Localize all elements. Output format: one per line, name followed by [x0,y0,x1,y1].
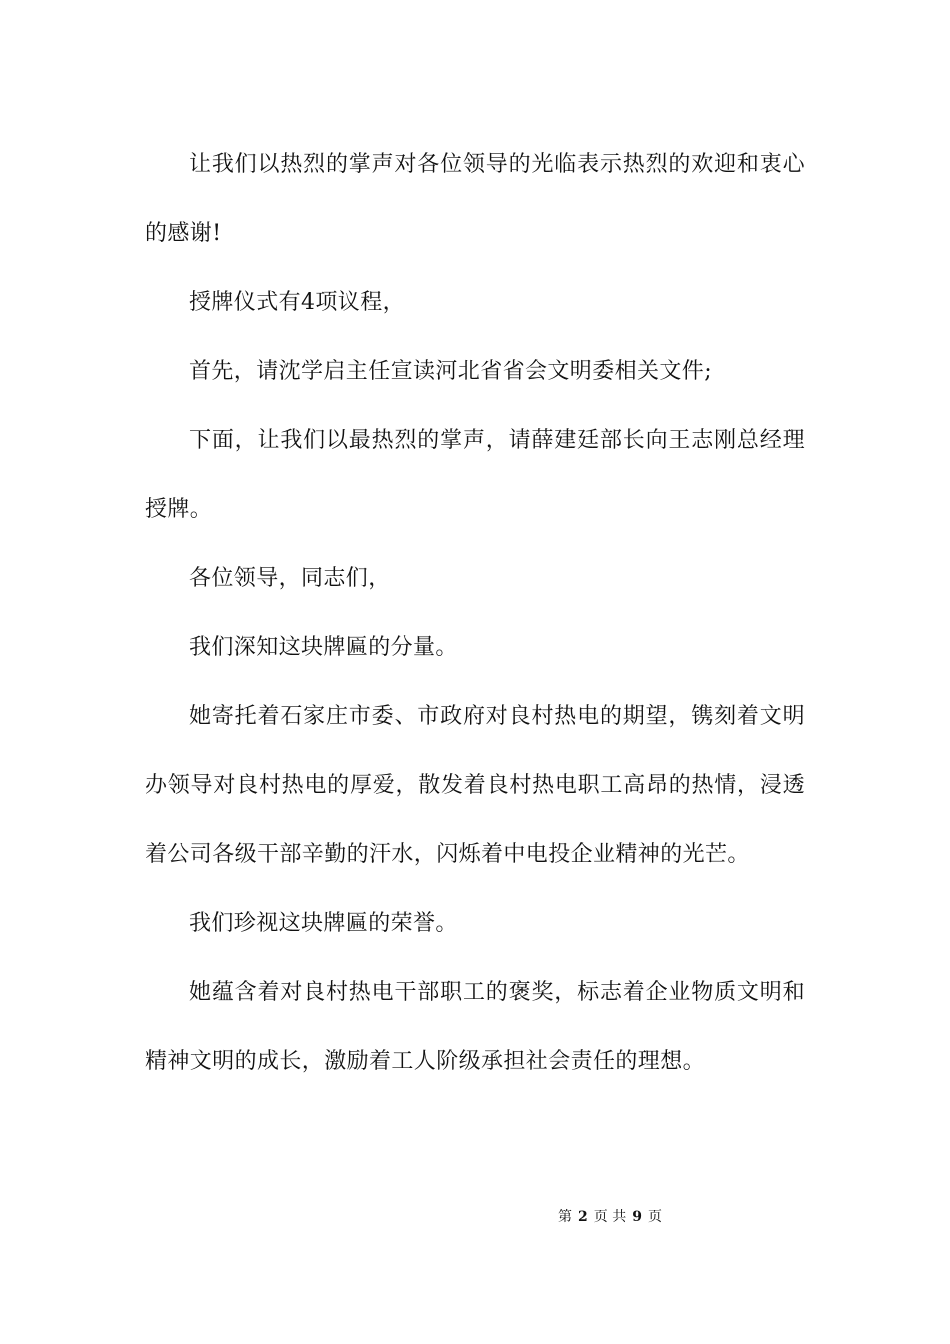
document-body [145,130,805,1096]
footer-suffix: 页 [647,1209,662,1225]
paragraph-greeting: 各位领导，同志们， [189,566,391,591]
footer-prefix: 第 [558,1209,573,1225]
paragraph-award: 下面，让我们以最热烈的掌声，请薛建廷部长向王志刚总经理授牌。 [145,428,805,522]
page-footer [0,1207,950,1227]
paragraph-welcome: 让我们以热烈的掌声对各位领导的光临表示热烈的欢迎和衷心的感谢! [145,152,805,246]
footer-current-page: 2 [578,1209,588,1225]
footer-middle: 页 共 [593,1209,627,1225]
footer-total-pages: 9 [632,1209,642,1225]
paragraph-honor: 我们珍视这块牌匾的荣誉。 [189,911,458,936]
paragraph-inspiration: 她蕴含着对良村热电干部职工的褒奖，标志着企业物质文明和精神文明的成长，激励着工人阶级承担社会责任的理想。 [145,980,805,1074]
paragraph-weight: 我们深知这块牌匾的分量。 [189,635,458,660]
paragraph-expectation: 她寄托着石家庄市委、市政府对良村热电的期望，镌刻着文明办领导对良村热电的厚爱，散发着良村热电职工高昂的热情，浸透着公司各级干部辛勤的汗水，闪烁着中电投企业精神的光芒。 [145,704,805,867]
paragraph-agenda: 授牌仪式有4项议程， [189,290,405,315]
paragraph-first-item: 首先，请沈学启主任宣读河北省省会文明委相关文件; [189,359,713,384]
